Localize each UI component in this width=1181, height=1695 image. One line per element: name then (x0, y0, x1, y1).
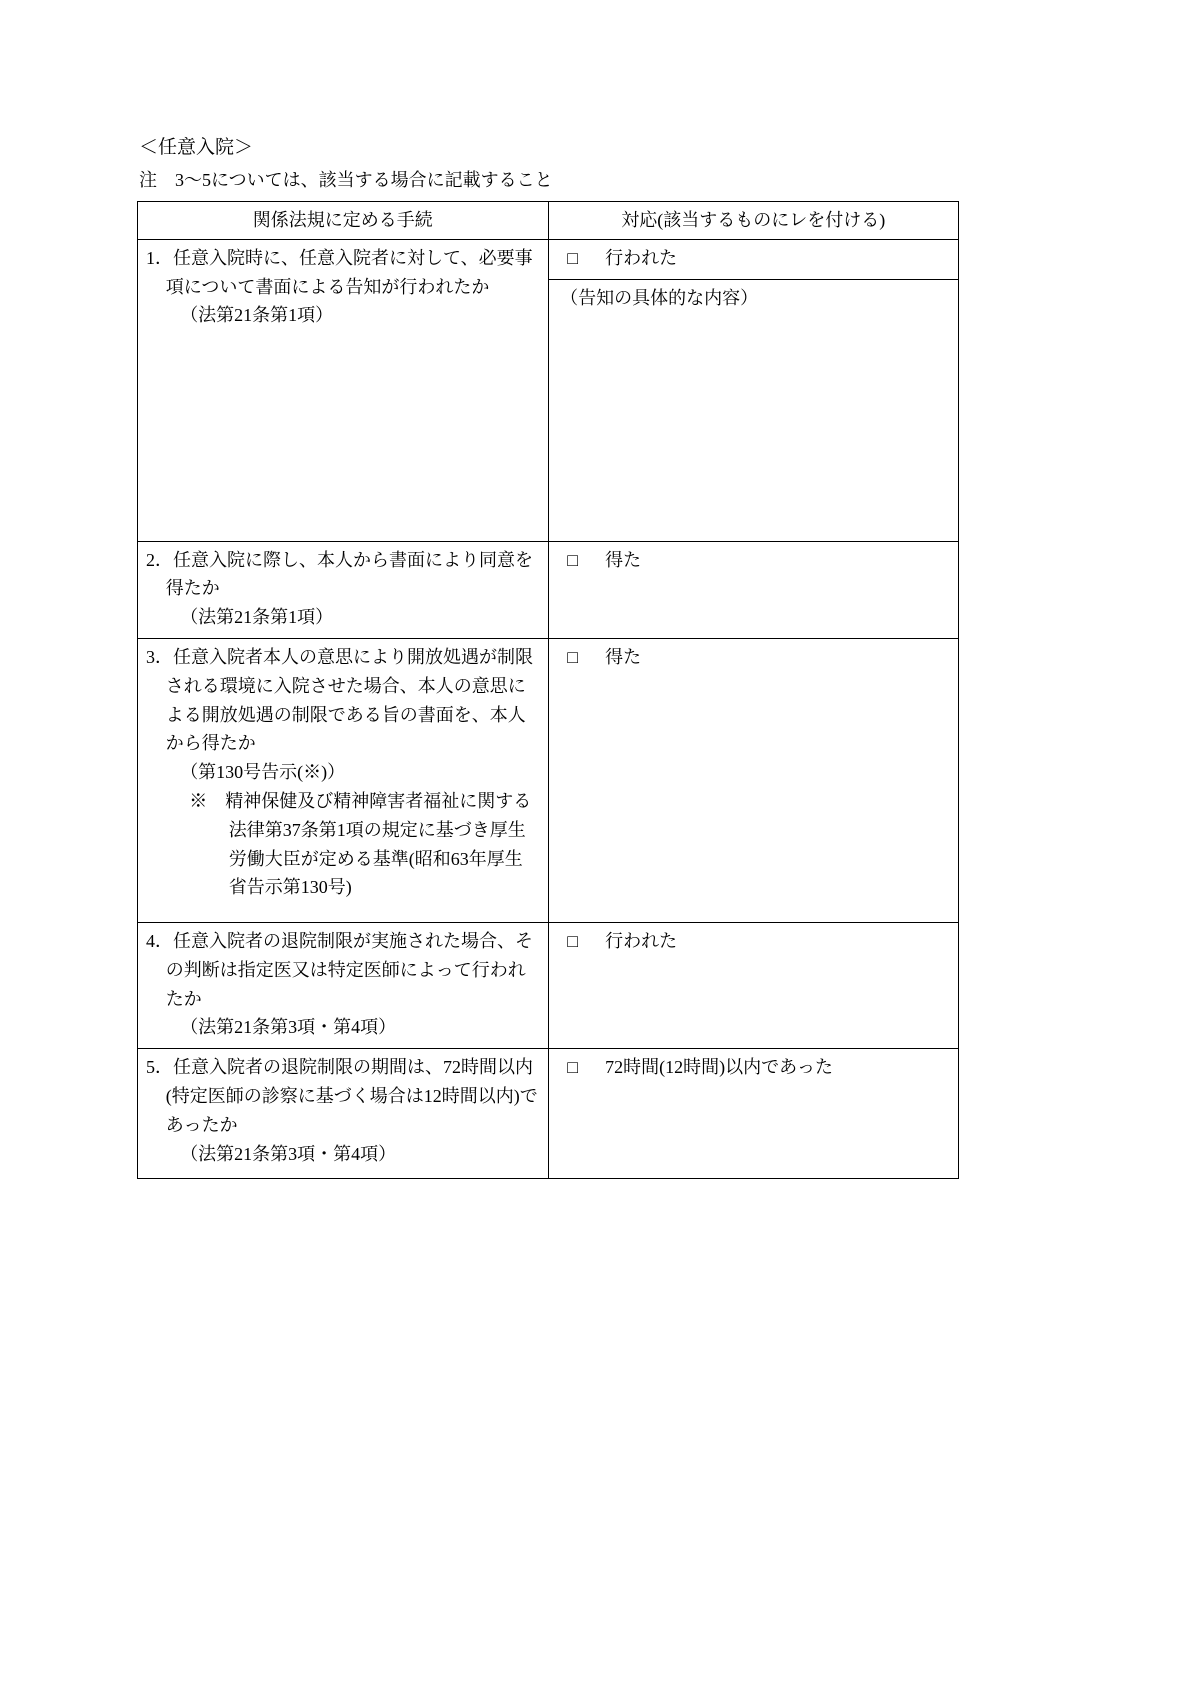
question-text-3: 3．任意入院者本人の意思により開放処遇が制限される環境に入院させた場合、本人の意思による開放処遇の制限である旨の書面を、本人から得たか (146, 647, 533, 754)
table-row-3 (138, 639, 959, 923)
question-cell-5 (138, 1049, 549, 1179)
response-cell-5 (548, 1049, 959, 1179)
question-text-5: 5．任意入院者の退院制限の期間は、72時間以内(特定医師の診察に基づく場合は12時間以内)であったか (146, 1057, 538, 1135)
response-cell-3 (548, 639, 959, 923)
checkbox-3[interactable]: □ (567, 647, 579, 668)
asterisk-note-3: ※ 精神保健及び精神障害者福祉に関する法律第37条第1項の規定に基づき厚生労働大臣が定める基準(昭和63年厚生省告示第130号) (189, 791, 532, 898)
question-cell-4 (138, 923, 549, 1049)
law-reference-4: （法第21条第3項・第4項） (180, 1017, 397, 1038)
checkbox-1[interactable]: □ (567, 247, 579, 268)
question-cell-1 (138, 239, 549, 541)
response-label-2: 得た (605, 549, 642, 570)
page-title: ＜任意入院＞ (139, 137, 254, 158)
detail-cell-1[interactable] (548, 279, 959, 541)
question-cell-3 (138, 639, 549, 923)
table-row-2 (138, 541, 959, 638)
checkbox-5[interactable]: □ (567, 1057, 579, 1078)
checkbox-4[interactable]: □ (567, 931, 579, 952)
table-row-1 (138, 239, 959, 279)
table-row-5 (138, 1049, 959, 1179)
response-label-1: 行われた (605, 247, 678, 268)
table-row-4 (138, 923, 959, 1049)
response-cell-1 (548, 239, 959, 279)
note-text: 注 3〜5については、該当する場合に記載すること (139, 169, 553, 190)
question-text-4: 4．任意入院者の退院制限が実施された場合、その判断は指定医又は特定医師によって行われたか (146, 931, 533, 1009)
document-content (137, 136, 961, 1179)
col-header-procedure: 関係法規に定める手続 (138, 202, 549, 240)
detail-label-1: （告知の具体的な内容） (560, 287, 759, 308)
law-reference-1: （法第21条第1項） (180, 305, 334, 326)
response-cell-2 (548, 541, 959, 638)
question-text-1: 1．任意入院時に、任意入院者に対して、必要事項について書面による告知が行われたか (146, 247, 533, 297)
procedures-table (137, 201, 959, 1179)
col-header-response: 対応(該当するものにレを付ける) (548, 202, 959, 240)
law-reference-5: （法第21条第3項・第4項） (180, 1143, 397, 1164)
table-header-row (138, 202, 959, 240)
response-label-5: 72時間(12時間)以内であった (605, 1057, 833, 1078)
response-label-4: 行われた (605, 931, 678, 952)
law-reference-2: （法第21条第1項） (180, 607, 334, 628)
law-reference-3: （第130号告示(※)） (180, 762, 346, 783)
response-label-3: 得た (605, 647, 642, 668)
question-text-2: 2．任意入院に際し、本人から書面により同意を得たか (146, 549, 533, 599)
question-cell-2 (138, 541, 549, 638)
response-cell-4 (548, 923, 959, 1049)
checkbox-2[interactable]: □ (567, 549, 579, 570)
